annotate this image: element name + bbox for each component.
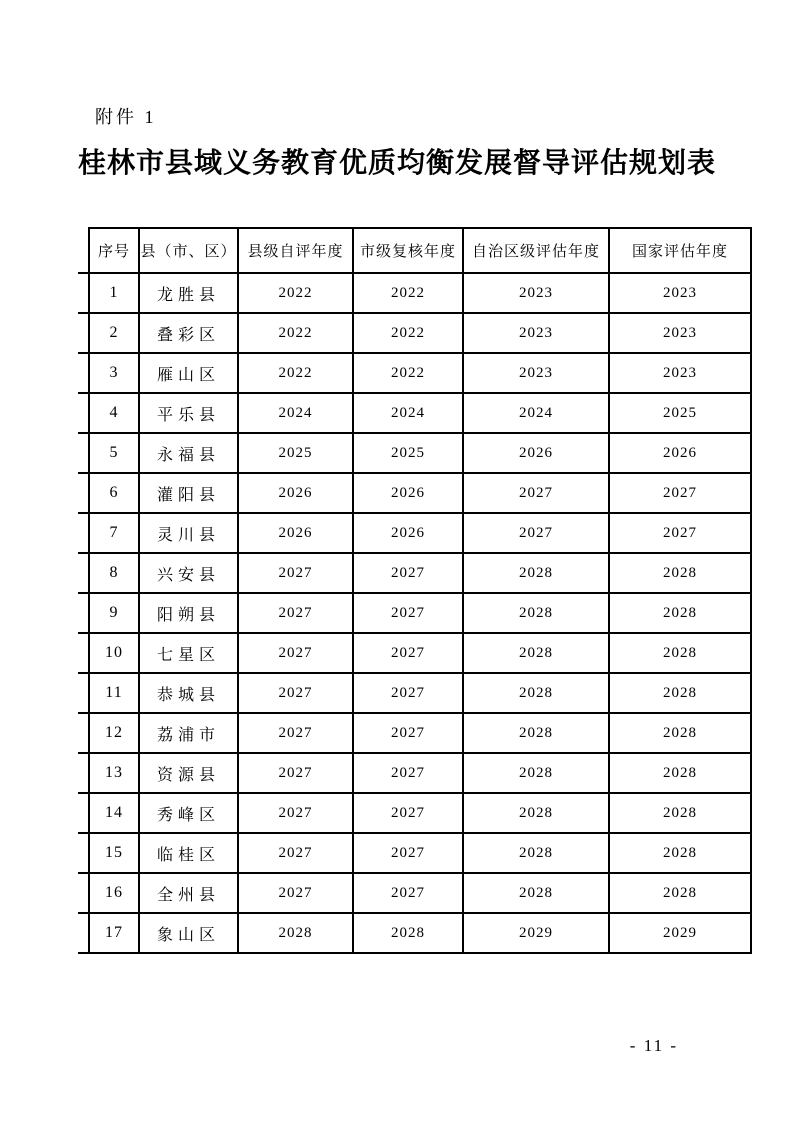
year-cell: 2028 — [463, 673, 609, 713]
row-index-cell: 8 — [89, 553, 139, 593]
year-cell: 2028 — [463, 713, 609, 753]
year-cell: 2028 — [463, 753, 609, 793]
county-name-cell: 灵川县 — [139, 513, 238, 553]
year-cell: 2026 — [353, 473, 463, 513]
column-header: 市级复核年度 — [353, 228, 463, 273]
row-index-cell: 11 — [89, 673, 139, 713]
table-row — [89, 633, 751, 673]
year-cell: 2028 — [609, 833, 751, 873]
row-index-cell: 13 — [89, 753, 139, 793]
table-row — [89, 273, 751, 313]
year-cell: 2025 — [353, 433, 463, 473]
year-cell: 2028 — [463, 593, 609, 633]
year-cell: 2028 — [463, 873, 609, 913]
scan-line-artifact — [78, 272, 88, 956]
year-cell: 2028 — [238, 913, 353, 953]
year-cell: 2028 — [463, 553, 609, 593]
county-name-cell: 灌阳县 — [139, 473, 238, 513]
year-cell: 2025 — [238, 433, 353, 473]
table-header-row — [89, 228, 751, 273]
county-name-cell: 全州县 — [139, 873, 238, 913]
county-name-cell: 龙胜县 — [139, 273, 238, 313]
table-row — [89, 313, 751, 353]
county-name-cell: 阳朔县 — [139, 593, 238, 633]
table-row — [89, 393, 751, 433]
county-name-cell: 资源县 — [139, 753, 238, 793]
county-name-cell: 秀峰区 — [139, 793, 238, 833]
year-cell: 2027 — [353, 753, 463, 793]
year-cell: 2024 — [353, 393, 463, 433]
table-row — [89, 593, 751, 633]
year-cell: 2027 — [353, 593, 463, 633]
year-cell: 2028 — [609, 873, 751, 913]
table-row — [89, 833, 751, 873]
year-cell: 2026 — [463, 433, 609, 473]
row-index-cell: 2 — [89, 313, 139, 353]
year-cell: 2022 — [238, 353, 353, 393]
row-index-cell: 5 — [89, 433, 139, 473]
year-cell: 2023 — [609, 353, 751, 393]
year-cell: 2026 — [353, 513, 463, 553]
year-cell: 2028 — [609, 593, 751, 633]
year-cell: 2026 — [238, 513, 353, 553]
year-cell: 2027 — [353, 793, 463, 833]
column-header: 国家评估年度 — [609, 228, 751, 273]
table-row — [89, 353, 751, 393]
attachment-label: 附件 1 — [95, 107, 157, 127]
year-cell: 2027 — [238, 873, 353, 913]
year-cell: 2027 — [238, 753, 353, 793]
row-index-cell: 14 — [89, 793, 139, 833]
year-cell: 2022 — [238, 313, 353, 353]
year-cell: 2023 — [463, 313, 609, 353]
year-cell: 2028 — [609, 753, 751, 793]
year-cell: 2027 — [238, 633, 353, 673]
year-cell: 2029 — [463, 913, 609, 953]
year-cell: 2028 — [609, 713, 751, 753]
table-row — [89, 713, 751, 753]
page-number: - 11 - — [629, 1036, 678, 1055]
year-cell: 2029 — [609, 913, 751, 953]
table-row — [89, 473, 751, 513]
year-cell: 2024 — [463, 393, 609, 433]
year-cell: 2027 — [238, 553, 353, 593]
year-cell: 2022 — [353, 353, 463, 393]
table-body — [89, 273, 751, 953]
row-index-cell: 6 — [89, 473, 139, 513]
row-index-cell: 9 — [89, 593, 139, 633]
year-cell: 2024 — [238, 393, 353, 433]
year-cell: 2027 — [609, 473, 751, 513]
county-name-cell: 象山区 — [139, 913, 238, 953]
year-cell: 2023 — [463, 353, 609, 393]
year-cell: 2028 — [609, 673, 751, 713]
year-cell: 2023 — [463, 273, 609, 313]
row-index-cell: 10 — [89, 633, 139, 673]
table-row — [89, 873, 751, 913]
table-row — [89, 433, 751, 473]
row-index-cell: 1 — [89, 273, 139, 313]
year-cell: 2025 — [609, 393, 751, 433]
county-name-cell: 叠彩区 — [139, 313, 238, 353]
county-name-cell: 平乐县 — [139, 393, 238, 433]
year-cell: 2027 — [463, 473, 609, 513]
county-name-cell: 荔浦市 — [139, 713, 238, 753]
year-cell: 2028 — [609, 793, 751, 833]
county-name-cell: 兴安县 — [139, 553, 238, 593]
year-cell: 2027 — [353, 553, 463, 593]
year-cell: 2026 — [609, 433, 751, 473]
row-index-cell: 15 — [89, 833, 139, 873]
evaluation-plan-table — [88, 227, 752, 954]
row-index-cell: 3 — [89, 353, 139, 393]
table-row — [89, 913, 751, 953]
year-cell: 2027 — [353, 713, 463, 753]
table-row — [89, 673, 751, 713]
year-cell: 2023 — [609, 313, 751, 353]
column-header: 自治区级评估年度 — [463, 228, 609, 273]
year-cell: 2026 — [238, 473, 353, 513]
year-cell: 2027 — [238, 833, 353, 873]
year-cell: 2027 — [353, 873, 463, 913]
year-cell: 2028 — [463, 633, 609, 673]
row-index-cell: 12 — [89, 713, 139, 753]
year-cell: 2028 — [609, 553, 751, 593]
row-index-cell: 16 — [89, 873, 139, 913]
year-cell: 2022 — [238, 273, 353, 313]
row-index-cell: 17 — [89, 913, 139, 953]
year-cell: 2027 — [353, 673, 463, 713]
table-row — [89, 793, 751, 833]
year-cell: 2023 — [609, 273, 751, 313]
year-cell: 2028 — [463, 793, 609, 833]
table-row — [89, 553, 751, 593]
column-header: 序号 — [89, 228, 139, 273]
row-index-cell: 4 — [89, 393, 139, 433]
column-header: 县（市、区） — [139, 228, 238, 273]
year-cell: 2027 — [238, 793, 353, 833]
table-row — [89, 513, 751, 553]
county-name-cell: 恭城县 — [139, 673, 238, 713]
year-cell: 2028 — [609, 633, 751, 673]
year-cell: 2027 — [238, 713, 353, 753]
year-cell: 2022 — [353, 273, 463, 313]
year-cell: 2027 — [463, 513, 609, 553]
year-cell: 2027 — [353, 833, 463, 873]
row-index-cell: 7 — [89, 513, 139, 553]
county-name-cell: 临桂区 — [139, 833, 238, 873]
table-row — [89, 753, 751, 793]
year-cell: 2028 — [353, 913, 463, 953]
county-name-cell: 雁山区 — [139, 353, 238, 393]
page-title: 桂林市县域义务教育优质均衡发展督导评估规划表 — [77, 148, 716, 179]
county-name-cell: 七星区 — [139, 633, 238, 673]
year-cell: 2027 — [609, 513, 751, 553]
year-cell: 2028 — [463, 833, 609, 873]
year-cell: 2027 — [353, 633, 463, 673]
year-cell: 2027 — [238, 673, 353, 713]
county-name-cell: 永福县 — [139, 433, 238, 473]
year-cell: 2027 — [238, 593, 353, 633]
year-cell: 2022 — [353, 313, 463, 353]
column-header: 县级自评年度 — [238, 228, 353, 273]
